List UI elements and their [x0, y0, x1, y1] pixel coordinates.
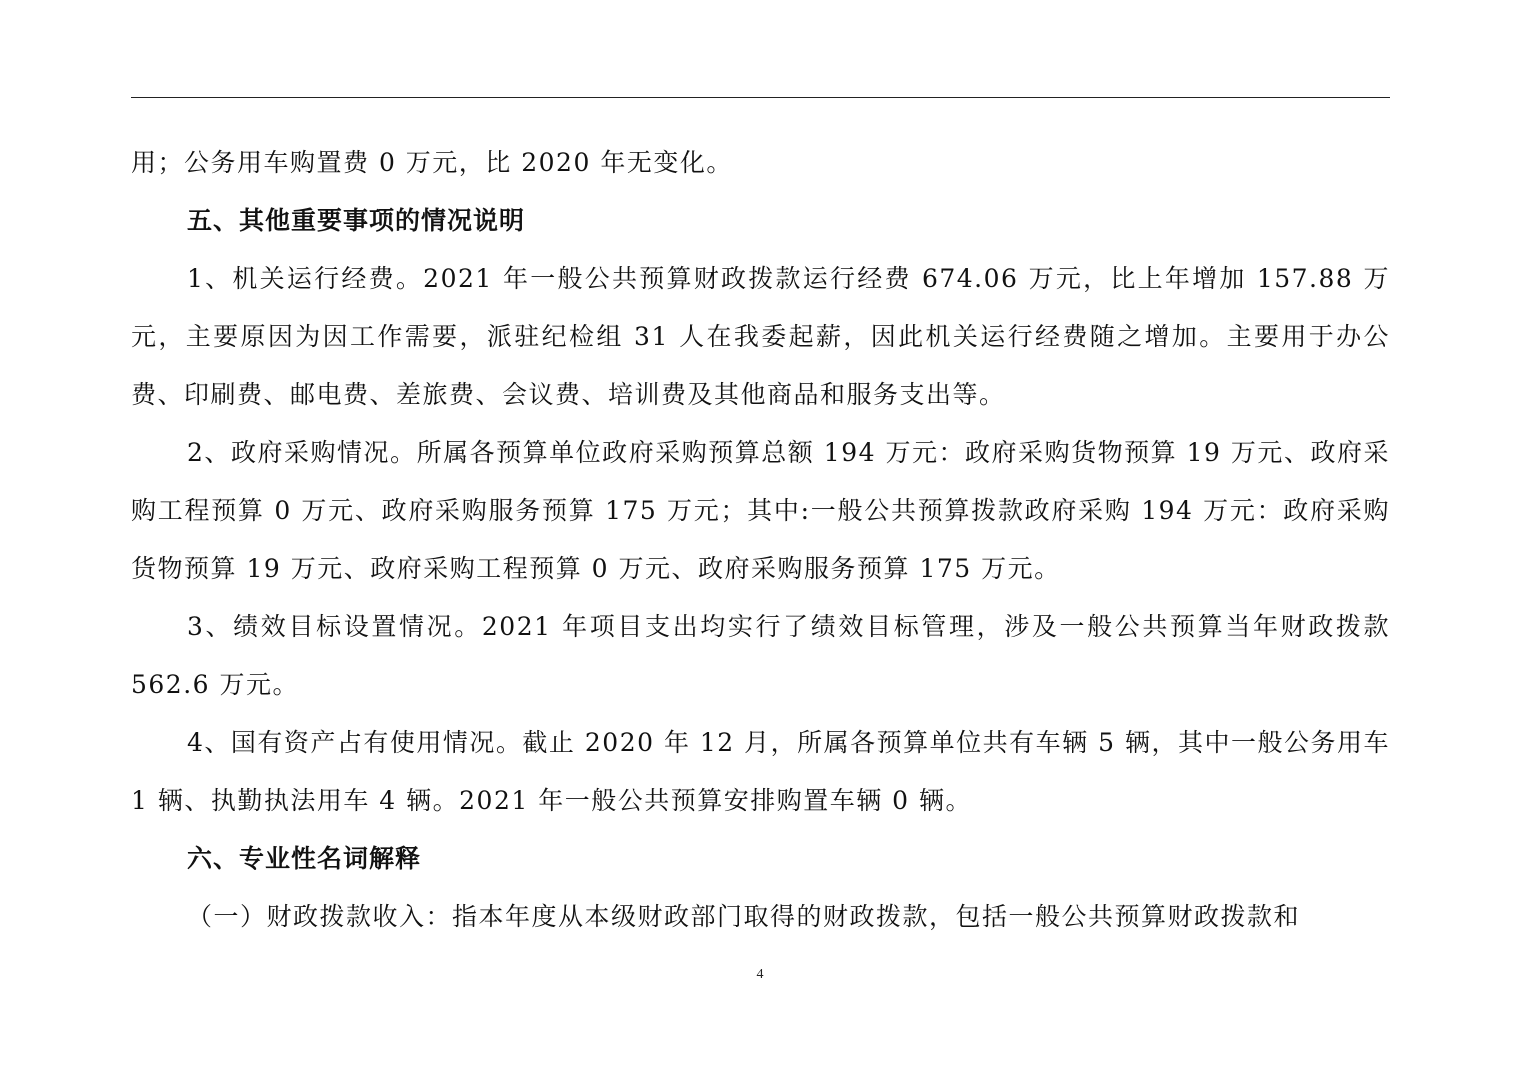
paragraph-state-assets: 4、国有资产占有使用情况。截止 2020 年 12 月，所属各预算单位共有车辆 5 辆，其中一般公务用车 1 辆、执勤执法用车 4 辆。2021 年一般公共预算安排购置车辆 0 辆。 [131, 728, 1390, 815]
paragraph-continuation: 用；公务用车购置费 0 万元，比 2020 年无变化。 [131, 148, 733, 177]
section-heading-five: 五、其他重要事项的情况说明 [187, 206, 526, 235]
paragraph-fiscal-appropriation-income: （一）财政拨款收入：指本年度从本级财政部门取得的财政拨款，包括一般公共预算财政拨款和 [187, 902, 1301, 931]
paragraph-performance-targets: 3、绩效目标设置情况。2021 年项目支出均实行了绩效目标管理，涉及一般公共预算当年财政拨款 562.6 万元。 [131, 612, 1390, 699]
paragraph-operating-expenses: 1、机关运行经费。2021 年一般公共预算财政拨款运行经费 674.06 万元，比上年增加 157.88 万元，主要原因为因工作需要，派驻纪检组 31 人在我委起薪，因此机关运行经费随之增加。主要用于办公费、印刷费、邮电费、差旅费、会议费、培训费及其他商品和服务支出等。 [131, 264, 1390, 409]
header-rule [131, 97, 1390, 98]
document-body [131, 134, 1390, 946]
page-number: 4 [756, 967, 764, 982]
section-heading-six: 六、专业性名词解释 [187, 844, 422, 873]
paragraph-government-procurement: 2、政府采购情况。所属各预算单位政府采购预算总额 194 万元：政府采购货物预算 19 万元、政府采购工程预算 0 万元、政府采购服务预算 175 万元；其中:一般公共预算拨款政府采购 194 万元：政府采购货物预算 19 万元、政府采购工程预算 0 万元、政府采购服务预算 175 万元。 [131, 438, 1390, 583]
